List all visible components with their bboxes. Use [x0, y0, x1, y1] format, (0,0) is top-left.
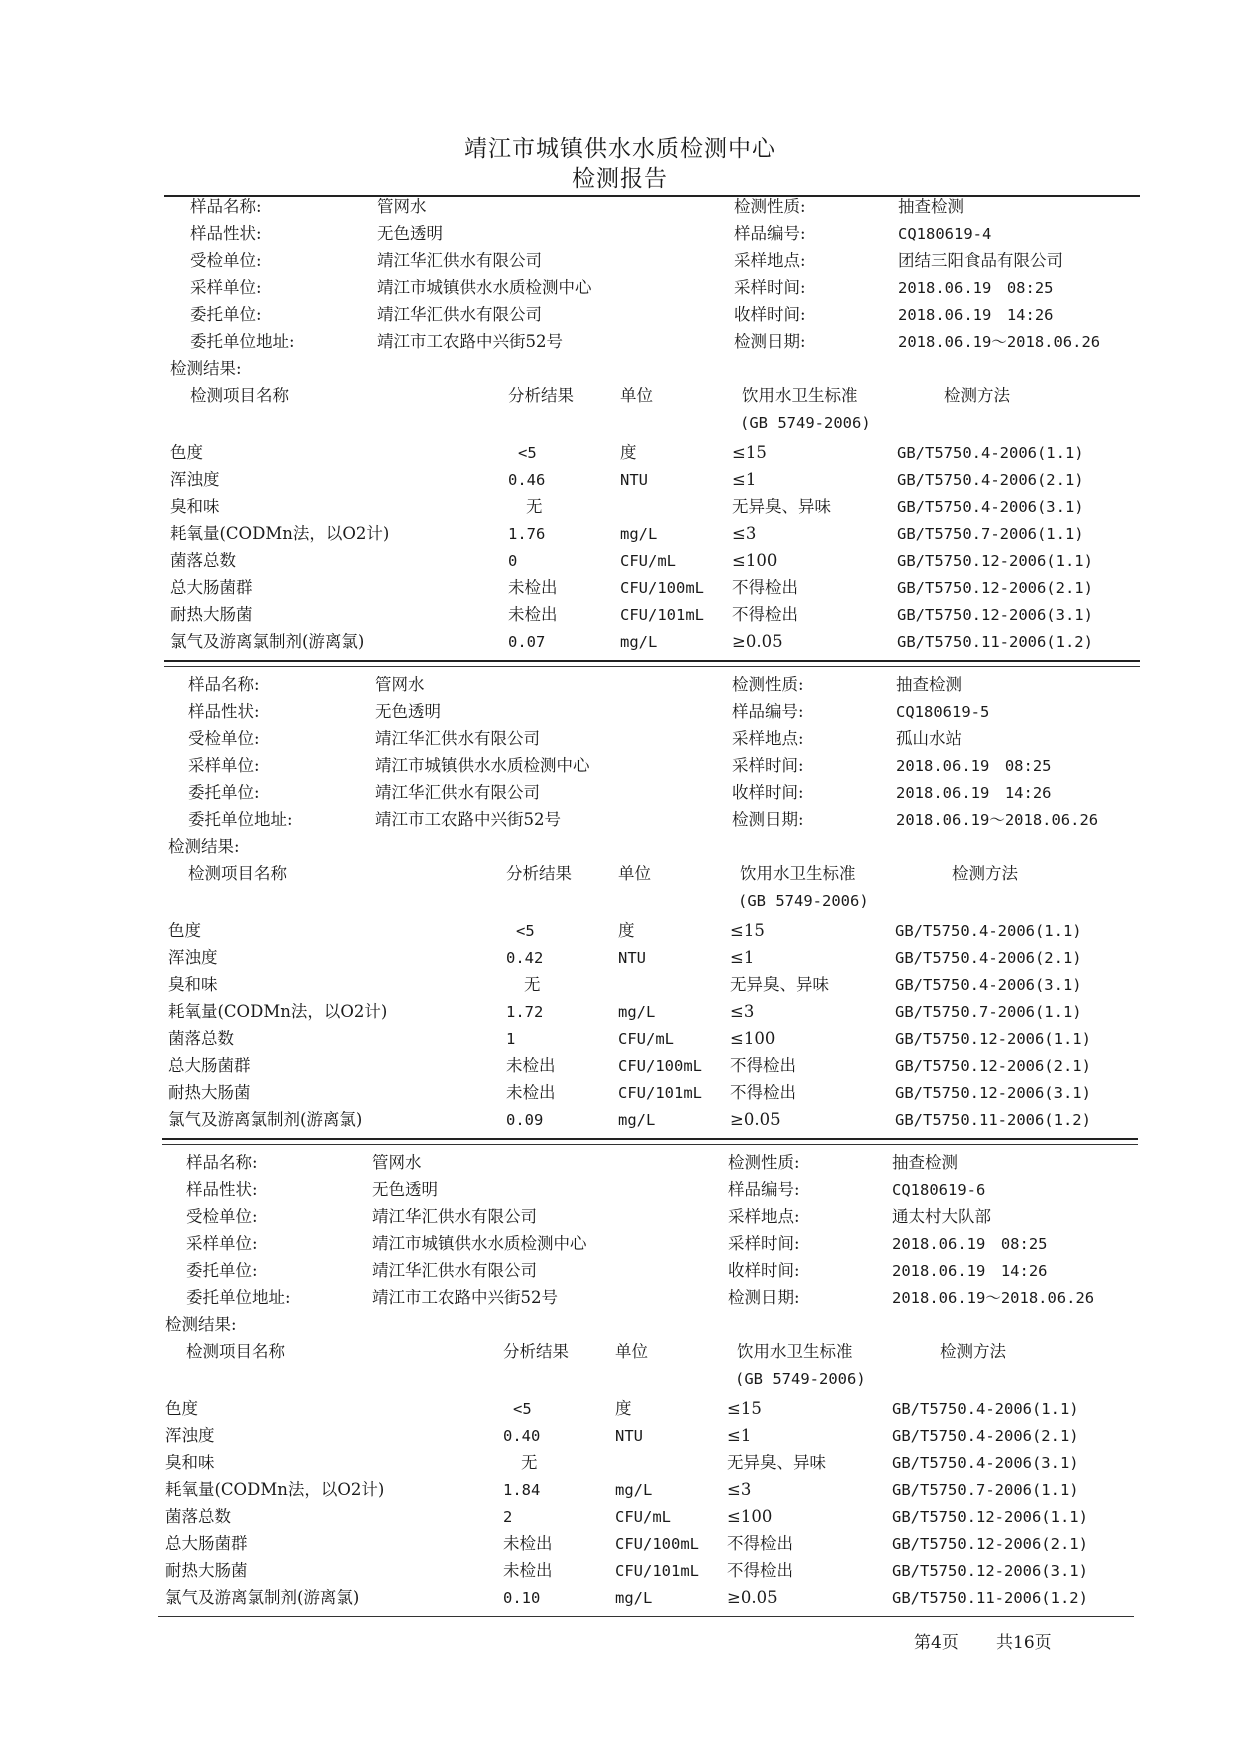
row-method: GB/T5750.7-2006(1.1): [895, 1003, 1082, 1021]
row-method: GB/T5750.4-2006(2.1): [897, 471, 1084, 489]
section-divider-thin: [162, 1144, 1138, 1145]
label-sample-state: 样品性状:: [188, 702, 260, 721]
row-result: 未检出: [506, 1056, 556, 1075]
sampling-site-value: 孤山水站: [896, 729, 962, 748]
row-standard: ≤15: [730, 921, 765, 940]
label-sampling-time: 采样时间:: [728, 1234, 800, 1253]
label-results: 检测结果:: [168, 837, 240, 856]
row-item: 浑浊度: [168, 948, 218, 967]
row-item: 总大肠菌群: [170, 578, 253, 597]
row-result: 1.84: [503, 1481, 541, 1499]
client-address-value: 靖江市工农路中兴街52号: [372, 1288, 558, 1307]
row-unit: mg/L: [618, 1003, 656, 1021]
label-sampling-site: 采样地点:: [732, 729, 804, 748]
row-standard: 不得检出: [730, 1083, 796, 1102]
row-unit: CFU/101mL: [618, 1084, 702, 1102]
row-item: 菌落总数: [168, 1029, 234, 1048]
row-standard: ≤1: [730, 948, 755, 967]
test-nature-value: 抽查检测: [892, 1153, 958, 1172]
row-method: GB/T5750.4-2006(3.1): [897, 498, 1084, 516]
row-unit: 度: [615, 1399, 632, 1418]
col-method-header: 检测方法: [952, 864, 1018, 883]
sample-state-value: 无色透明: [375, 702, 441, 721]
sampling-time-value: 2018.06.19 08:25: [898, 279, 1054, 297]
row-standard: ≤100: [732, 551, 778, 570]
row-standard: 无异臭、异味: [727, 1453, 826, 1472]
row-item: 总大肠菌群: [165, 1534, 248, 1553]
sample-no-value: CQ180619-4: [898, 225, 992, 243]
row-standard: 不得检出: [730, 1056, 796, 1075]
bottom-rule: [158, 1616, 1134, 1617]
test-nature-value: 抽查检测: [896, 675, 962, 694]
row-method: GB/T5750.7-2006(1.1): [892, 1481, 1079, 1499]
row-result: 未检出: [508, 605, 558, 624]
client-unit-value: 靖江华汇供水有限公司: [375, 783, 540, 802]
sampling-time-value: 2018.06.19 08:25: [892, 1235, 1048, 1253]
row-standard: 无异臭、异味: [732, 497, 831, 516]
label-sample-no: 样品编号:: [728, 1180, 800, 1199]
row-method: GB/T5750.12-2006(3.1): [897, 606, 1093, 624]
row-result: 1: [506, 1030, 516, 1048]
label-sample-name: 样品名称:: [188, 675, 260, 694]
row-standard: ≤15: [727, 1399, 762, 1418]
row-result: <5: [518, 444, 537, 462]
row-unit: CFU/100mL: [620, 579, 704, 597]
row-result: 1.72: [506, 1003, 544, 1021]
sample-section-3: [0, 1152, 1240, 1622]
row-item: 耐热大肠菌: [165, 1561, 248, 1580]
col-standard-header: 饮用水卫生标准: [742, 386, 858, 405]
section-divider: [164, 660, 1140, 662]
row-result: 0.46: [508, 471, 546, 489]
label-sampling-site: 采样地点:: [728, 1207, 800, 1226]
row-unit: 度: [620, 443, 637, 462]
row-standard: 不得检出: [727, 1561, 793, 1580]
sampling-time-value: 2018.06.19 08:25: [896, 757, 1052, 775]
col-item-header: 检测项目名称: [190, 386, 289, 405]
col-standard-ref: (GB 5749-2006): [738, 892, 869, 910]
row-item: 菌落总数: [170, 551, 236, 570]
test-date-value: 2018.06.19～2018.06.26: [896, 811, 1099, 829]
label-sampling-time: 采样时间:: [734, 278, 806, 297]
row-standard: ≤15: [732, 443, 767, 462]
row-result: 无: [524, 975, 541, 994]
col-unit-header: 单位: [620, 386, 653, 405]
row-unit: CFU/100mL: [618, 1057, 702, 1075]
col-method-header: 检测方法: [940, 1342, 1006, 1361]
row-item: 耗氧量(CODMn法，以O2计): [170, 524, 390, 543]
receiving-time-value: 2018.06.19 14:26: [896, 784, 1052, 802]
label-client-address: 委托单位地址:: [190, 332, 295, 351]
row-method: GB/T5750.4-2006(2.1): [892, 1427, 1079, 1445]
label-sampling-time: 采样时间:: [732, 756, 804, 775]
row-unit: CFU/100mL: [615, 1535, 699, 1553]
row-standard: ≤3: [732, 524, 757, 543]
row-result: 未检出: [508, 578, 558, 597]
label-test-nature: 检测性质:: [732, 675, 804, 694]
row-item: 臭和味: [168, 975, 218, 994]
sample-state-value: 无色透明: [372, 1180, 438, 1199]
row-standard: 不得检出: [732, 578, 798, 597]
row-item: 菌落总数: [165, 1507, 231, 1526]
row-result: <5: [516, 922, 535, 940]
label-sample-no: 样品编号:: [734, 224, 806, 243]
row-item: 总大肠菌群: [168, 1056, 251, 1075]
label-results: 检测结果:: [165, 1315, 237, 1334]
row-result: 0.10: [503, 1589, 541, 1607]
label-sample-name: 样品名称:: [186, 1153, 258, 1172]
label-test-nature: 检测性质:: [734, 197, 806, 216]
row-result: 0.09: [506, 1111, 544, 1129]
client-address-value: 靖江市工农路中兴街52号: [377, 332, 563, 351]
label-test-date: 检测日期:: [728, 1288, 800, 1307]
row-method: GB/T5750.12-2006(2.1): [897, 579, 1093, 597]
inspected-unit-value: 靖江华汇供水有限公司: [377, 251, 542, 270]
row-item: 氯气及游离氯制剂(游离氯): [165, 1588, 360, 1607]
label-receiving-time: 收样时间:: [732, 783, 804, 802]
row-method: GB/T5750.12-2006(3.1): [892, 1562, 1088, 1580]
label-client-unit: 委托单位:: [186, 1261, 258, 1280]
row-standard: 无异臭、异味: [730, 975, 829, 994]
row-standard: ≥0.05: [730, 1110, 781, 1129]
row-result: 0.07: [508, 633, 546, 651]
label-sample-no: 样品编号:: [732, 702, 804, 721]
row-standard: 不得检出: [732, 605, 798, 624]
col-result-header: 分析结果: [506, 864, 572, 883]
label-test-nature: 检测性质:: [728, 1153, 800, 1172]
row-method: GB/T5750.4-2006(3.1): [895, 976, 1082, 994]
sample-name-value: 管网水: [375, 675, 425, 694]
inspected-unit-value: 靖江华汇供水有限公司: [375, 729, 540, 748]
label-receiving-time: 收样时间:: [734, 305, 806, 324]
col-item-header: 检测项目名称: [186, 1342, 285, 1361]
label-receiving-time: 收样时间:: [728, 1261, 800, 1280]
row-standard: ≤100: [727, 1507, 773, 1526]
row-method: GB/T5750.4-2006(1.1): [895, 922, 1082, 940]
label-test-date: 检测日期:: [732, 810, 804, 829]
col-unit-header: 单位: [615, 1342, 648, 1361]
row-unit: mg/L: [620, 525, 658, 543]
receiving-time-value: 2018.06.19 14:26: [898, 306, 1054, 324]
col-standard-header: 饮用水卫生标准: [737, 1342, 853, 1361]
client-address-value: 靖江市工农路中兴街52号: [375, 810, 561, 829]
row-item: 耐热大肠菌: [170, 605, 253, 624]
label-client-address: 委托单位地址:: [186, 1288, 291, 1307]
label-inspected-unit: 受检单位:: [190, 251, 262, 270]
test-nature-value: 抽查检测: [898, 197, 964, 216]
row-item: 色度: [170, 443, 203, 462]
row-method: GB/T5750.4-2006(1.1): [892, 1400, 1079, 1418]
row-method: GB/T5750.12-2006(1.1): [895, 1030, 1091, 1048]
receiving-time-value: 2018.06.19 14:26: [892, 1262, 1048, 1280]
row-standard: ≤3: [730, 1002, 755, 1021]
row-unit: NTU: [615, 1427, 643, 1445]
sampling-site-value: 团结三阳食品有限公司: [898, 251, 1063, 270]
row-method: GB/T5750.11-2006(1.2): [892, 1589, 1088, 1607]
page-number: 第4页: [914, 1633, 959, 1653]
client-unit-value: 靖江华汇供水有限公司: [377, 305, 542, 324]
row-standard: ≤1: [732, 470, 757, 489]
row-unit: CFU/mL: [620, 552, 676, 570]
sample-name-value: 管网水: [372, 1153, 422, 1172]
row-unit: 度: [618, 921, 635, 940]
col-item-header: 检测项目名称: [188, 864, 287, 883]
row-unit: CFU/101mL: [615, 1562, 699, 1580]
row-item: 色度: [165, 1399, 198, 1418]
row-standard: ≥0.05: [727, 1588, 778, 1607]
row-method: GB/T5750.4-2006(2.1): [895, 949, 1082, 967]
row-unit: mg/L: [615, 1589, 653, 1607]
section-divider-thin: [164, 666, 1140, 667]
sample-section-1: [0, 196, 1240, 666]
col-method-header: 检测方法: [944, 386, 1010, 405]
row-unit: CFU/mL: [618, 1030, 674, 1048]
row-result: 未检出: [503, 1561, 553, 1580]
row-result: 未检出: [506, 1083, 556, 1102]
row-method: GB/T5750.12-2006(2.1): [895, 1057, 1091, 1075]
row-method: GB/T5750.4-2006(3.1): [892, 1454, 1079, 1472]
row-unit: mg/L: [620, 633, 658, 651]
row-standard: ≥0.05: [732, 632, 783, 651]
row-unit: mg/L: [615, 1481, 653, 1499]
label-inspected-unit: 受检单位:: [188, 729, 260, 748]
label-sampling-unit: 采样单位:: [190, 278, 262, 297]
label-test-date: 检测日期:: [734, 332, 806, 351]
label-client-address: 委托单位地址:: [188, 810, 293, 829]
row-item: 色度: [168, 921, 201, 940]
row-item: 臭和味: [170, 497, 220, 516]
row-standard: ≤3: [727, 1480, 752, 1499]
client-unit-value: 靖江华汇供水有限公司: [372, 1261, 537, 1280]
row-result: 0: [508, 552, 518, 570]
row-result: 1.76: [508, 525, 546, 543]
row-item: 耗氧量(CODMn法，以O2计): [168, 1002, 388, 1021]
row-item: 耗氧量(CODMn法，以O2计): [165, 1480, 385, 1499]
sample-section-2: [0, 674, 1240, 1144]
row-result: 未检出: [503, 1534, 553, 1553]
row-method: GB/T5750.4-2006(1.1): [897, 444, 1084, 462]
test-date-value: 2018.06.19～2018.06.26: [898, 333, 1101, 351]
report-title: 靖江市城镇供水水质检测中心: [464, 136, 776, 162]
row-standard: 不得检出: [727, 1534, 793, 1553]
row-item: 浑浊度: [165, 1426, 215, 1445]
sampling-unit-value: 靖江市城镇供水水质检测中心: [375, 756, 590, 775]
row-unit: CFU/mL: [615, 1508, 671, 1526]
sample-name-value: 管网水: [377, 197, 427, 216]
label-sampling-site: 采样地点:: [734, 251, 806, 270]
row-result: 无: [526, 497, 543, 516]
row-result: 0.42: [506, 949, 544, 967]
col-standard-ref: (GB 5749-2006): [740, 414, 871, 432]
col-result-header: 分析结果: [508, 386, 574, 405]
row-item: 浑浊度: [170, 470, 220, 489]
page-total: 共16页: [996, 1633, 1052, 1653]
row-result: 0.40: [503, 1427, 541, 1445]
label-results: 检测结果:: [170, 359, 242, 378]
section-divider: [162, 1138, 1138, 1140]
sample-no-value: CQ180619-5: [896, 703, 990, 721]
label-inspected-unit: 受检单位:: [186, 1207, 258, 1226]
row-result: 2: [503, 1508, 513, 1526]
row-method: GB/T5750.12-2006(1.1): [897, 552, 1093, 570]
row-standard: ≤1: [727, 1426, 752, 1445]
row-method: GB/T5750.11-2006(1.2): [897, 633, 1093, 651]
row-standard: ≤100: [730, 1029, 776, 1048]
row-unit: CFU/101mL: [620, 606, 704, 624]
label-sample-state: 样品性状:: [186, 1180, 258, 1199]
sample-no-value: CQ180619-6: [892, 1181, 986, 1199]
sampling-unit-value: 靖江市城镇供水水质检测中心: [372, 1234, 587, 1253]
col-standard-ref: (GB 5749-2006): [735, 1370, 866, 1388]
row-item: 氯气及游离氯制剂(游离氯): [170, 632, 365, 651]
row-unit: NTU: [620, 471, 648, 489]
sampling-site-value: 通太村大队部: [892, 1207, 991, 1226]
report-subtitle: 检测报告: [572, 166, 668, 192]
row-method: GB/T5750.11-2006(1.2): [895, 1111, 1091, 1129]
row-method: GB/T5750.12-2006(3.1): [895, 1084, 1091, 1102]
row-item: 臭和味: [165, 1453, 215, 1472]
row-result: <5: [513, 1400, 532, 1418]
label-sample-name: 样品名称:: [190, 197, 262, 216]
row-item: 耐热大肠菌: [168, 1083, 251, 1102]
sample-state-value: 无色透明: [377, 224, 443, 243]
row-unit: NTU: [618, 949, 646, 967]
sampling-unit-value: 靖江市城镇供水水质检测中心: [377, 278, 592, 297]
label-client-unit: 委托单位:: [190, 305, 262, 324]
label-sample-state: 样品性状:: [190, 224, 262, 243]
row-item: 氯气及游离氯制剂(游离氯): [168, 1110, 363, 1129]
row-method: GB/T5750.12-2006(1.1): [892, 1508, 1088, 1526]
row-result: 无: [521, 1453, 538, 1472]
label-sampling-unit: 采样单位:: [186, 1234, 258, 1253]
label-sampling-unit: 采样单位:: [188, 756, 260, 775]
row-method: GB/T5750.7-2006(1.1): [897, 525, 1084, 543]
row-unit: mg/L: [618, 1111, 656, 1129]
col-standard-header: 饮用水卫生标准: [740, 864, 856, 883]
inspected-unit-value: 靖江华汇供水有限公司: [372, 1207, 537, 1226]
col-unit-header: 单位: [618, 864, 651, 883]
test-date-value: 2018.06.19～2018.06.26: [892, 1289, 1095, 1307]
label-client-unit: 委托单位:: [188, 783, 260, 802]
row-method: GB/T5750.12-2006(2.1): [892, 1535, 1088, 1553]
col-result-header: 分析结果: [503, 1342, 569, 1361]
